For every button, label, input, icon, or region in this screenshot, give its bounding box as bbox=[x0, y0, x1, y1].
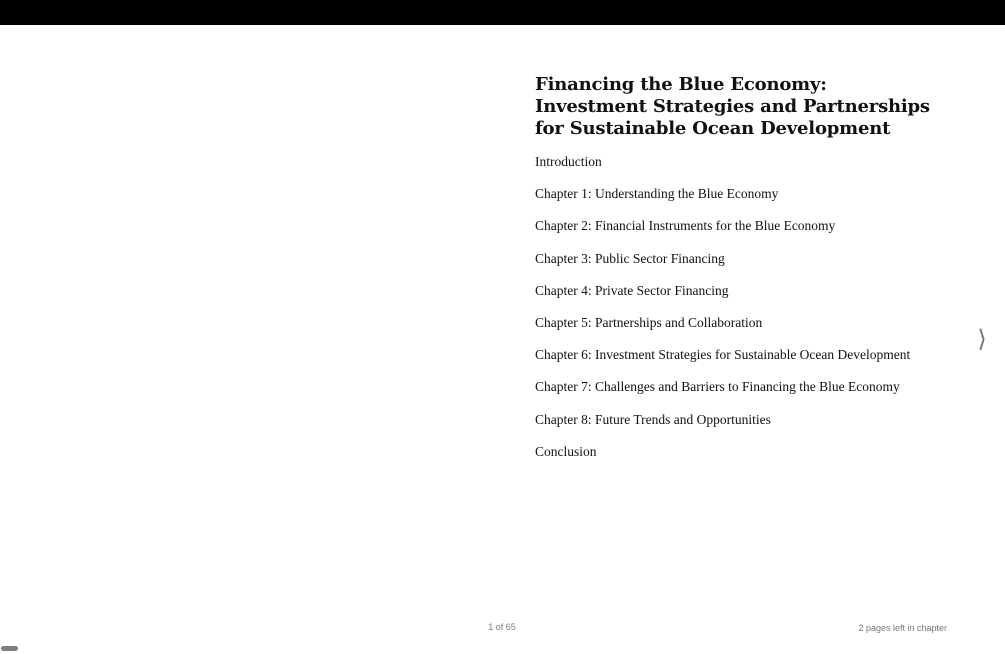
toc-item-chapter-4[interactable]: Chapter 4: Private Sector Financing bbox=[535, 282, 729, 298]
toc-item-chapter-3[interactable]: Chapter 3: Public Sector Financing bbox=[535, 250, 725, 266]
page-counter: 1 of 65 bbox=[488, 622, 516, 632]
toc-item-chapter-8[interactable]: Chapter 8: Future Trends and Opportunities bbox=[535, 411, 771, 427]
window-top-bar bbox=[0, 0, 1005, 25]
toc-item-chapter-2[interactable]: Chapter 2: Financial Instruments for the Blue Economy bbox=[535, 218, 836, 234]
pages-left-in-chapter: 2 pages left in chapter bbox=[858, 623, 947, 633]
book-page-right bbox=[535, 74, 935, 476]
toc-item-chapter-7[interactable]: Chapter 7: Challenges and Barriers to Financing the Blue Economy bbox=[535, 379, 900, 395]
toc-item-chapter-6[interactable]: Chapter 6: Investment Strategies for Sustainable Ocean Development bbox=[535, 347, 911, 363]
chevron-right-icon: ⟩ bbox=[977, 325, 987, 353]
toc-item-chapter-5[interactable]: Chapter 5: Partnerships and Collaboration bbox=[535, 314, 763, 330]
next-page-button[interactable] bbox=[972, 324, 992, 354]
toc-item-conclusion[interactable]: Conclusion bbox=[535, 443, 597, 459]
book-title: Financing the Blue Economy: Investment Strategies and Partnerships for Sustainable Ocean Development bbox=[535, 74, 930, 139]
toc-item-introduction[interactable]: Introduction bbox=[535, 154, 602, 169]
table-of-contents bbox=[535, 154, 935, 460]
toc-item-chapter-1[interactable]: Chapter 1: Understanding the Blue Economy bbox=[535, 186, 779, 202]
scroll-handle[interactable] bbox=[1, 646, 18, 651]
